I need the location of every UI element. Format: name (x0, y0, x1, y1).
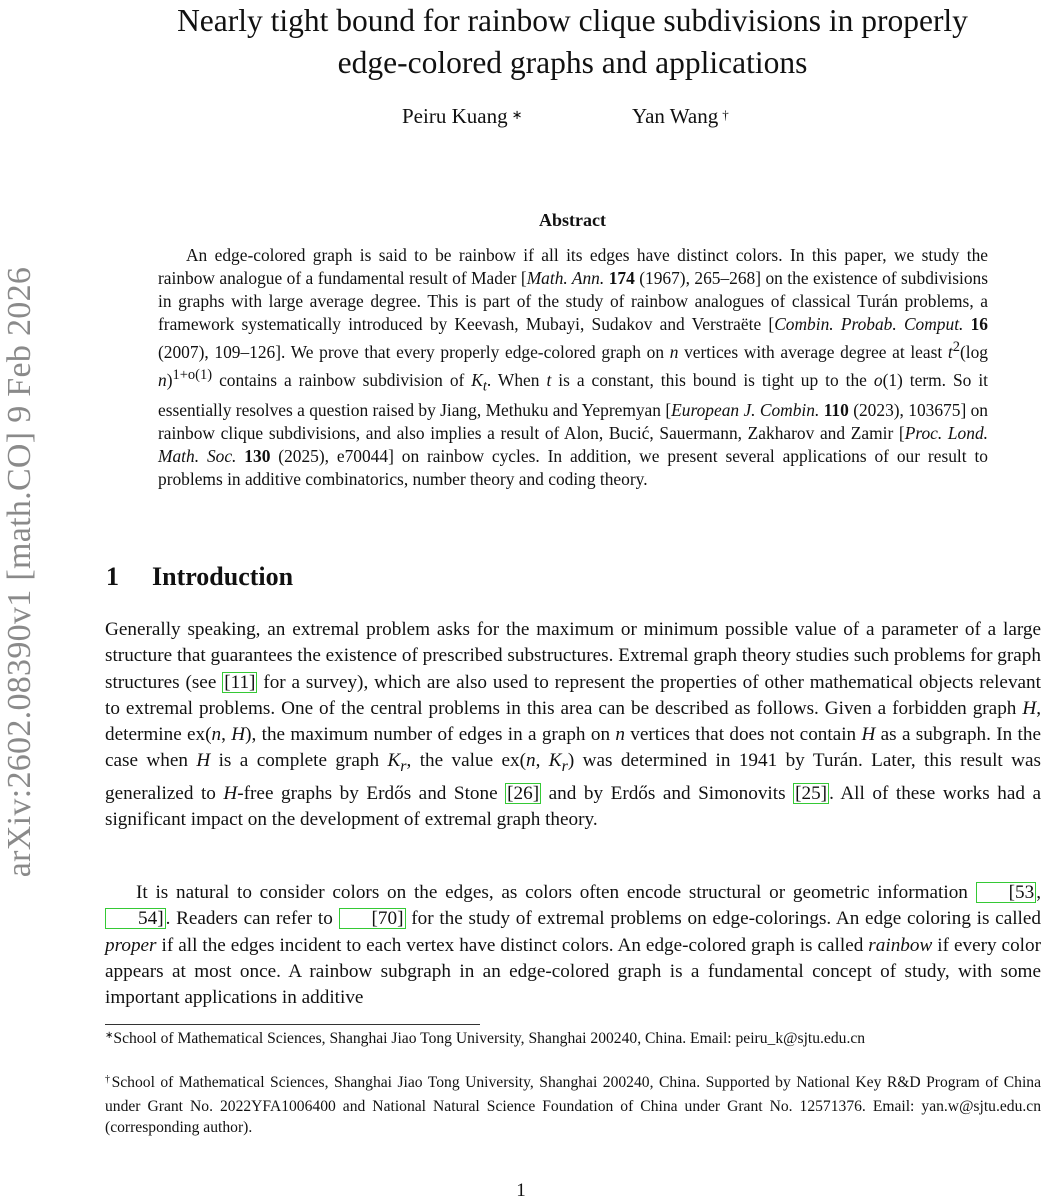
intro-paragraph-1: Generally speaking, an extremal problem asks for the maximum or minimum possible value of a parameter of a large structure that guarantees the existence of prescribed substructures. Extremal graph theory studies such problems for graph structures (see [11] for a survey), which are also used to represent the properties of other mathematical objects relevant to extremal problems. One of the central problems in this area can be described as follows. Given a forbidden graph H, determine ex(n, H), the maximum number of edges in a graph on n vertices that does not contain H as a subgraph. In the case when H is a complete graph $K_r$, the value ex(n, $K_r$) was determined in 1941 by Turán. Later, this result was generalized to H-free graphs by Erdős and Stone [26] and by Erdős and Simonovits [25] . All of these works had a significant impact on the development of extremal graph theory. (105, 619, 1042, 830)
arxiv-identifier: arXiv:2602.08390v1 [math.CO] 9 Feb 2026 (1, 266, 38, 878)
citation-link[interactable]: [70] (339, 908, 406, 929)
footnote-divider (105, 1024, 480, 1025)
section-title: Introduction (152, 562, 294, 591)
author-1: Peiru Kuang ∗ (402, 104, 523, 128)
author-list (0, 104, 1042, 134)
citation-link[interactable]: [11] (224, 671, 256, 693)
paper-title (105, 0, 1040, 84)
title-line-1: Nearly tight bound for rainbow clique subdivisions in properly (177, 3, 968, 38)
author-2-footnote-mark: † (722, 107, 729, 122)
citation-link[interactable]: [53 (976, 882, 1037, 903)
citation-link[interactable]: [26] (507, 782, 540, 804)
section-heading-introduction (106, 562, 293, 592)
title-line-2: edge-colored graphs and applications (337, 45, 808, 80)
abstract-body: An edge-colored graph is said to be rainbow if all its edges have distinct colors. In this paper, we study the rainbow analogue of a fundamental result of Mader [Math. Ann. 174 (1967), 265–268] on the existence of subdivisions in graphs with large average degree. This is part of the study of rainbow analogues of classical Turán problems, a framework systematically introduced by Keevash, Mubayi, Sudakov and Verstraëte [Combin. Probab. Comput. 16 (2007), 109–126]. We prove that every properly edge-colored graph on n vertices with average degree at least $t^2(\log$ n)$^{1+o(1)}$ contains a rainbow subdivision of $K_t$. When t is a constant, this bound is tight up to the o(1) term. So it essentially resolves a question raised by Jiang, Methuku and Yepremyan [European J. Combin. 110 (2023), 103675] on rainbow clique subdivisions, and also implies a result of Alon, Bucić, Sauermann, Zakharov and Zamir [Proc. Lond. Math. Soc. 130 (2025), e70044] on rainbow cycles. In addition, we present several applications of our result to problems in additive combinatorics, number theory and coding theory. (158, 245, 989, 489)
footnote-2: †School of Mathematical Sciences, Shanghai Jiao Tong University, Shanghai 200240, China. Supported by National Key R&D Program of China under Grant No. 2022YFA1006400 and National Natural Science Foundation of China under Grant No. 12571376. Email: yan.w@sjtu.edu.cn (corresponding author). (105, 1074, 1041, 1136)
section-number: 1 (106, 562, 119, 591)
author-2: Yan Wang † (632, 104, 729, 128)
footnote-1: ∗School of Mathematical Sciences, Shanghai Jiao Tong University, Shanghai 200240, China. Email: peiru_k@sjtu.edu.cn (105, 1030, 866, 1047)
abstract-heading: Abstract (539, 210, 606, 230)
page-number: 1 (516, 1180, 526, 1201)
citation-link[interactable]: [25] (795, 782, 828, 804)
citation-link[interactable]: 54] (105, 908, 166, 929)
author-1-footnote-mark: ∗ (511, 107, 523, 122)
intro-paragraph-2: It is natural to consider colors on the edges, as colors often encode structural or geometric information [53 , 54] . Readers can refer to [70] for the study of extremal problems on edge-colorings. An edge coloring is called proper if all the edges incident to each vertex have distinct colors. An edge-colored graph is called rainbow if every color appears at most once. A rainbow subgraph in an edge-colored graph is a fundamental concept of study, with some important applications in additive (105, 882, 1041, 1009)
